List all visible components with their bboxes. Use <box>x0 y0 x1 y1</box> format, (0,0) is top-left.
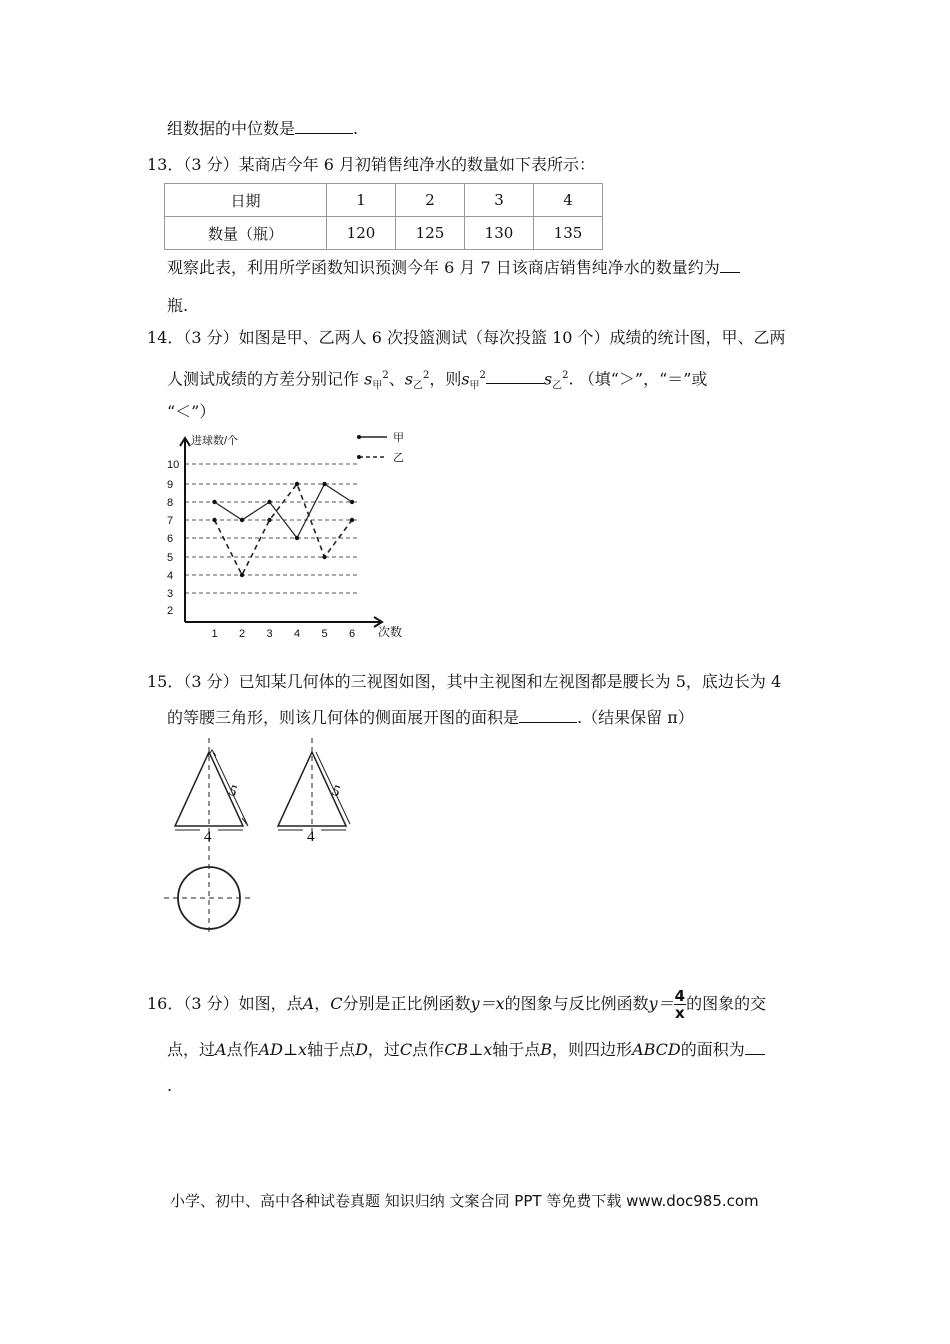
data-point <box>212 500 216 504</box>
base-length-label: 4 <box>307 829 315 845</box>
table-cell: 125 <box>396 217 465 250</box>
data-point <box>212 518 216 522</box>
x-tick-label: 6 <box>349 628 356 638</box>
data-point <box>350 500 354 504</box>
data-point <box>240 573 244 577</box>
answer-blank <box>519 708 577 723</box>
perp-symbol: ⊥ <box>282 1040 299 1059</box>
subscript: 乙 <box>412 380 423 392</box>
question-text: .（结果保留 π） <box>577 708 694 727</box>
question-text: 观察此表，利用所学函数知识预测今年 6 月 7 日该商店销售纯净水的数量约为 <box>167 258 720 277</box>
q16-line3 <box>167 1076 172 1096</box>
separator: ， <box>314 994 331 1013</box>
question-text: 的图象与反比例函数 <box>504 994 649 1013</box>
x-axis-label: 次数 <box>378 625 403 638</box>
q15-line2 <box>167 708 694 728</box>
question-score: （3 分） <box>183 155 239 174</box>
point-label: B <box>540 1040 553 1059</box>
question-text: 轴于点 <box>492 1040 541 1059</box>
question-number: 14． <box>147 328 184 347</box>
base-length-label: 4 <box>204 829 212 845</box>
page-footer: 小学、初中、高中各种试卷真题 知识归纳 文案合同 PPT 等免费下载 www.doc985.com <box>170 1192 759 1210</box>
answer-blank <box>720 258 740 273</box>
data-point <box>322 555 326 559</box>
table-cell: 4 <box>534 184 603 217</box>
answer-blank <box>745 1040 765 1055</box>
question-number: 13． <box>147 155 184 174</box>
legend-label: 甲 <box>393 432 404 444</box>
question-text: 已知某几何体的三视图如图，其中主视图和左视图都是腰长为 5，底边长为 4 <box>238 672 782 691</box>
q12-end: . <box>353 119 359 138</box>
question-text: . <box>167 1076 173 1095</box>
point-label: C <box>399 1040 413 1059</box>
side-length-label: 5 <box>329 782 343 801</box>
y-tick-label: 2 <box>167 605 174 617</box>
q16-line2 <box>167 1040 765 1060</box>
question-text: ，则四边形 <box>552 1040 633 1059</box>
table-cell: 135 <box>534 217 603 250</box>
series-jia-line <box>215 484 353 538</box>
question-score: （3 分） <box>183 672 239 691</box>
q14-line2 <box>167 366 707 397</box>
y-tick-label: 4 <box>167 570 174 582</box>
variance-symbol: s <box>461 369 470 389</box>
question-text: 的面积为 <box>680 1040 745 1059</box>
table-header-cell: 数量（瓶） <box>165 217 327 250</box>
legend-label: 乙 <box>393 452 404 464</box>
data-point <box>240 518 244 522</box>
segment-label: CB <box>444 1040 469 1059</box>
data-point <box>267 500 271 504</box>
table-cell: 3 <box>465 184 534 217</box>
data-point <box>350 518 354 522</box>
segment-label: AD <box>258 1040 283 1059</box>
y-tick-label: 5 <box>167 552 174 564</box>
axis-label: x <box>483 1040 493 1059</box>
question-score: （3 分） <box>183 994 239 1013</box>
answer-blank <box>486 369 544 384</box>
sales-table <box>164 183 603 250</box>
question-text: 点作 <box>226 1040 259 1059</box>
side-length-label: 5 <box>226 782 240 801</box>
superscript: 2 <box>382 370 389 381</box>
q15-line1 <box>147 672 781 692</box>
series-yi-line <box>215 484 353 575</box>
table-cell: 130 <box>465 217 534 250</box>
y-tick-label: 9 <box>167 479 174 491</box>
y-tick-label: 7 <box>167 515 174 527</box>
q12-tail <box>167 119 358 139</box>
separator: 、 <box>388 369 405 389</box>
table-cell: 2 <box>396 184 465 217</box>
period: . <box>568 369 574 389</box>
variance-symbol: s <box>364 369 373 389</box>
variance-symbol: s <box>404 369 413 389</box>
q13-line3 <box>167 296 188 316</box>
data-point <box>295 482 299 486</box>
fraction-numerator: 4 <box>674 987 686 1005</box>
question-text: 的等腰三角形，则该几何体的侧面展开图的面积是 <box>167 708 520 727</box>
superscript: 2 <box>479 370 486 381</box>
question-text: “＜”） <box>167 402 216 421</box>
x-tick-label: 5 <box>321 628 328 638</box>
question-text: （填“＞”，“＝”或 <box>578 369 708 389</box>
point-label: C <box>330 994 343 1013</box>
three-view-figure <box>160 738 370 938</box>
subscript: 乙 <box>552 380 563 392</box>
question-text: ，过 <box>367 1040 400 1059</box>
fraction <box>674 988 686 1021</box>
question-text: 人测试成绩的方差分别记作 <box>167 369 360 389</box>
variance-symbol: s <box>543 369 553 389</box>
function-expression: y＝x <box>470 994 505 1013</box>
table-row <box>165 217 603 250</box>
polygon-label: ABCD <box>632 1040 681 1059</box>
q14-line3 <box>167 402 215 422</box>
q13-stem <box>147 155 595 175</box>
x-tick-label: 1 <box>211 628 218 638</box>
question-score: （3 分） <box>183 328 239 347</box>
question-text: 如图，点 <box>238 994 303 1013</box>
question-text: 的图象的交 <box>686 994 767 1013</box>
question-number: 15． <box>147 672 184 691</box>
y-axis-label: 进球数/个 <box>191 435 239 447</box>
data-point <box>322 482 326 486</box>
point-label: D <box>355 1040 368 1059</box>
q14-line1 <box>147 328 786 348</box>
question-text: 如图是甲、乙两人 6 次投篮测试（每次投篮 10 个）成绩的统计图，甲、乙两 <box>238 328 786 347</box>
point-label: A <box>302 994 315 1013</box>
data-point <box>295 536 299 540</box>
superscript: 2 <box>562 370 569 381</box>
y-tick-label: 8 <box>167 497 174 509</box>
q16-line1 <box>147 988 766 1021</box>
question-text: 分别是正比例函数 <box>342 994 471 1013</box>
table-cell: 120 <box>327 217 396 250</box>
x-tick-label: 4 <box>294 628 301 638</box>
question-text: 瓶. <box>167 296 189 315</box>
legend-marker <box>357 455 361 459</box>
subscript: 甲 <box>372 380 383 392</box>
question-text: 点，过 <box>167 1040 216 1059</box>
fraction-denominator: x <box>675 1004 685 1022</box>
question-text: 某商店今年 6 月初销售纯净水的数量如下表所示： <box>238 155 596 174</box>
x-tick-label: 3 <box>266 628 273 638</box>
function-expression: y＝ <box>648 994 674 1013</box>
y-tick-label: 6 <box>167 533 174 545</box>
data-point <box>267 518 271 522</box>
perp-symbol: ⊥ <box>468 1040 484 1059</box>
question-text: 点作 <box>412 1040 445 1059</box>
y-tick-label: 10 <box>167 459 180 471</box>
table-row <box>165 184 603 217</box>
x-tick-label: 2 <box>239 628 246 638</box>
question-number: 16． <box>147 994 184 1013</box>
question-text: 轴于点 <box>307 1040 356 1059</box>
line-chart <box>155 428 415 638</box>
table-header-cell: 日期 <box>165 184 327 217</box>
q12-text: 组数据的中位数是 <box>167 119 296 138</box>
front-view <box>175 738 248 936</box>
answer-blank <box>295 119 353 134</box>
axis-label: x <box>298 1040 308 1059</box>
question-text: ，则 <box>429 369 462 389</box>
legend-marker <box>357 435 361 439</box>
table-cell: 1 <box>327 184 396 217</box>
point-label: A <box>215 1040 227 1059</box>
superscript: 2 <box>422 370 430 381</box>
y-tick-label: 3 <box>167 588 174 600</box>
subscript: 甲 <box>469 380 480 392</box>
q13-line2 <box>167 258 740 278</box>
